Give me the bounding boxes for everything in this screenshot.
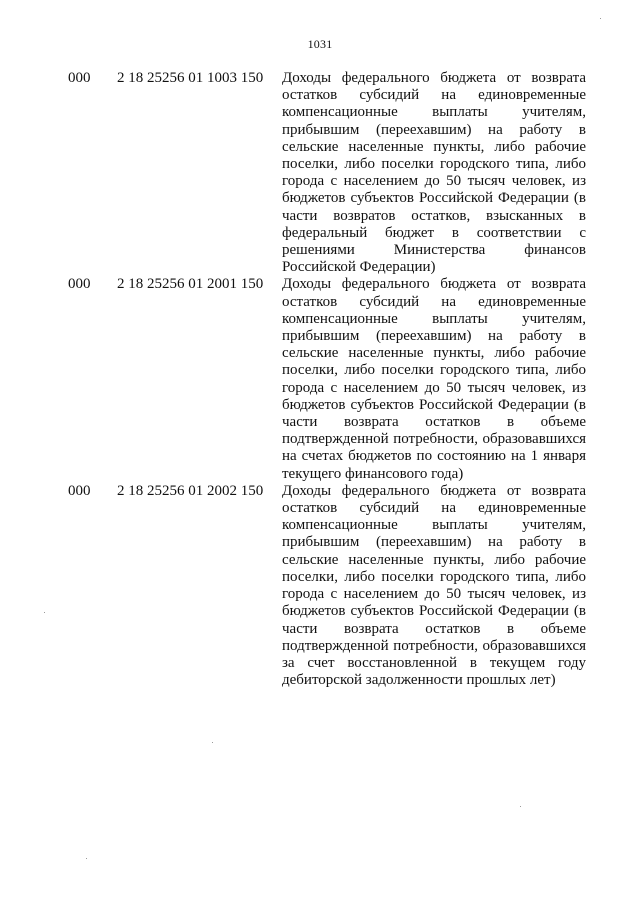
scan-speck [86,858,87,859]
scan-speck [44,612,45,613]
budget-classification-code: 2 18 25256 01 1003 150 [117,70,264,86]
page-number: 1031 [307,37,333,51]
scan-speck [520,806,521,807]
revenue-description: Доходы федерального бюджета от возврата остатков субсидий на единовременные компенсационные выплаты учителям, прибывшим (переехавшим) на работу в сельские населенные пункты, либо рабочие поселки, либо поселки городского типа, либо города с населением до 50 тысяч человек, из бюджетов субъектов Российской Федерации (в части возвратов остатков, взысканных в федеральный бюджет в соответствии с решениями Министерства финансов Российской Федерации) [282,70,586,276]
revenue-description: Доходы федерального бюджета от возврата остатков субсидий на единовременные компенсационные выплаты учителям, прибывшим (переехавшим) на работу в сельские населенные пункты, либо рабочие поселки, либо поселки городского типа, либо города с населением до 50 тысяч человек, из бюджетов субъектов Российской Федерации (в части возврата остатков в объеме подтвержденной потребности, образовавшихся на счетах бюджетов по состоянию на 1 января текущего финансового года) [282,276,586,482]
budget-classification-code: 2 18 25256 01 2002 150 [117,482,264,499]
table-row [0,483,640,689]
scan-speck [600,18,601,19]
table-row [0,70,640,276]
administrator-code: 000 [68,70,91,86]
budget-classification-code: 2 18 25256 01 2001 150 [117,276,264,293]
revenue-description: Доходы федерального бюджета от возврата остатков субсидий на единовременные компенсационные выплаты учителям, прибывшим (переехавшим) на работу в сельские населенные пункты, либо рабочие поселки, либо поселки городского типа, либо города с населением до 50 тысяч человек, из бюджетов субъектов Российской Федерации (в части возврата остатков в объеме подтвержденной потребности, образовавшихся за счет восстановленной в текущем году дебиторской задолженности прошлых лет) [282,482,586,689]
administrator-code: 000 [68,482,91,499]
budget-code-table [0,70,640,689]
scan-speck [212,742,213,743]
administrator-code: 000 [68,276,91,293]
table-row [0,276,640,482]
